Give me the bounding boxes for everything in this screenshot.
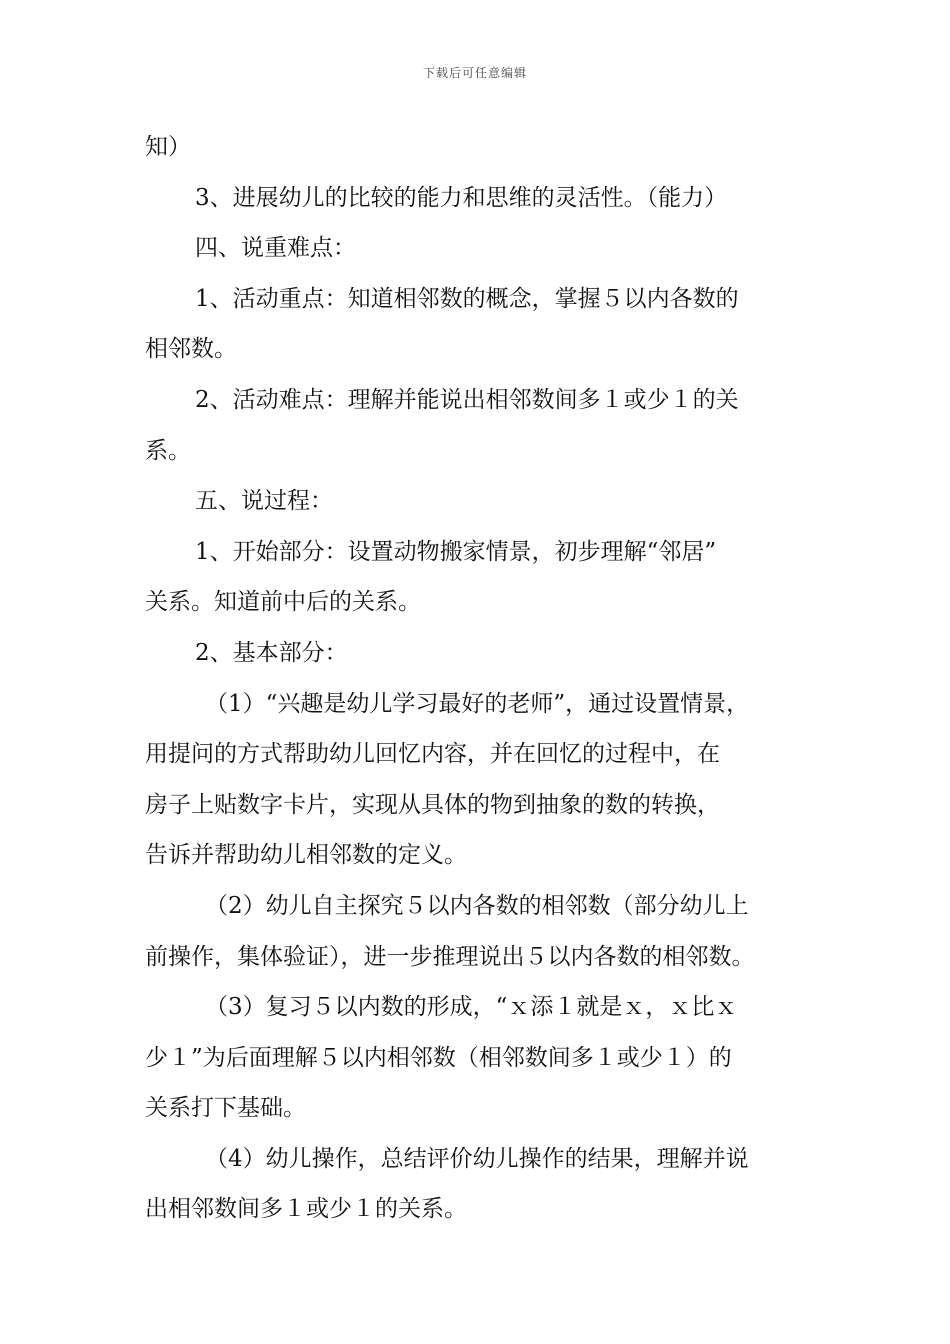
paragraph-line: 关系打下基础。 [145, 1095, 306, 1122]
paragraph-line: 出相邻数间多１或少１的关系。 [145, 1196, 467, 1223]
paragraph-line: 3、进展幼儿的比较的能力和思维的灵活性。（能力） [195, 184, 728, 211]
paragraph-line: 告诉并帮助幼儿相邻数的定义。 [145, 842, 467, 869]
paragraph-line: 1、活动重点：知道相邻数的概念，掌握５以内各数的 [195, 285, 739, 312]
section-heading: 四、说重难点： [195, 235, 356, 262]
page-header: 下载后可任意编辑 [422, 66, 527, 80]
paragraph-line: （2）幼儿自主探究５以内各数的相邻数（部分幼儿上 [205, 892, 749, 919]
document-body [145, 122, 825, 1235]
paragraph-line: 关系。知道前中后的关系。 [145, 589, 421, 616]
paragraph-line: 2、活动难点：理解并能说出相邻数间多１或少１的关 [195, 386, 739, 413]
paragraph-line: 知） [145, 134, 191, 160]
paragraph-line: 少１”为后面理解５以内相邻数（相邻数间多１或少１）的 [145, 1044, 732, 1071]
paragraph-line: （1）“兴趣是幼儿学习最好的老师”，通过设置情景， [205, 690, 750, 717]
paragraph-line: 2、基本部分： [195, 639, 348, 666]
paragraph-line: 前操作，集体验证），进一步推理说出５以内各数的相邻数。 [145, 943, 755, 970]
paragraph-line: 房子上贴数字卡片，实现从具体的物到抽象的数的转换， [145, 791, 720, 818]
paragraph-line: 1、开始部分：设置动物搬家情景，初步理解“邻居” [195, 538, 717, 565]
paragraph-line: （3）复习５以内数的形成，“ｘ添１就是ｘ，ｘ比ｘ [205, 994, 738, 1021]
paragraph-line: 用提问的方式帮助幼儿回忆内容，并在回忆的过程中，在 [145, 741, 720, 768]
paragraph-line: 系。 [145, 437, 191, 464]
paragraph-line: （4）幼儿操作，总结评价幼儿操作的结果，理解并说 [205, 1145, 749, 1172]
paragraph-line: 相邻数。 [145, 336, 237, 363]
section-heading: 五、说过程： [195, 488, 333, 515]
